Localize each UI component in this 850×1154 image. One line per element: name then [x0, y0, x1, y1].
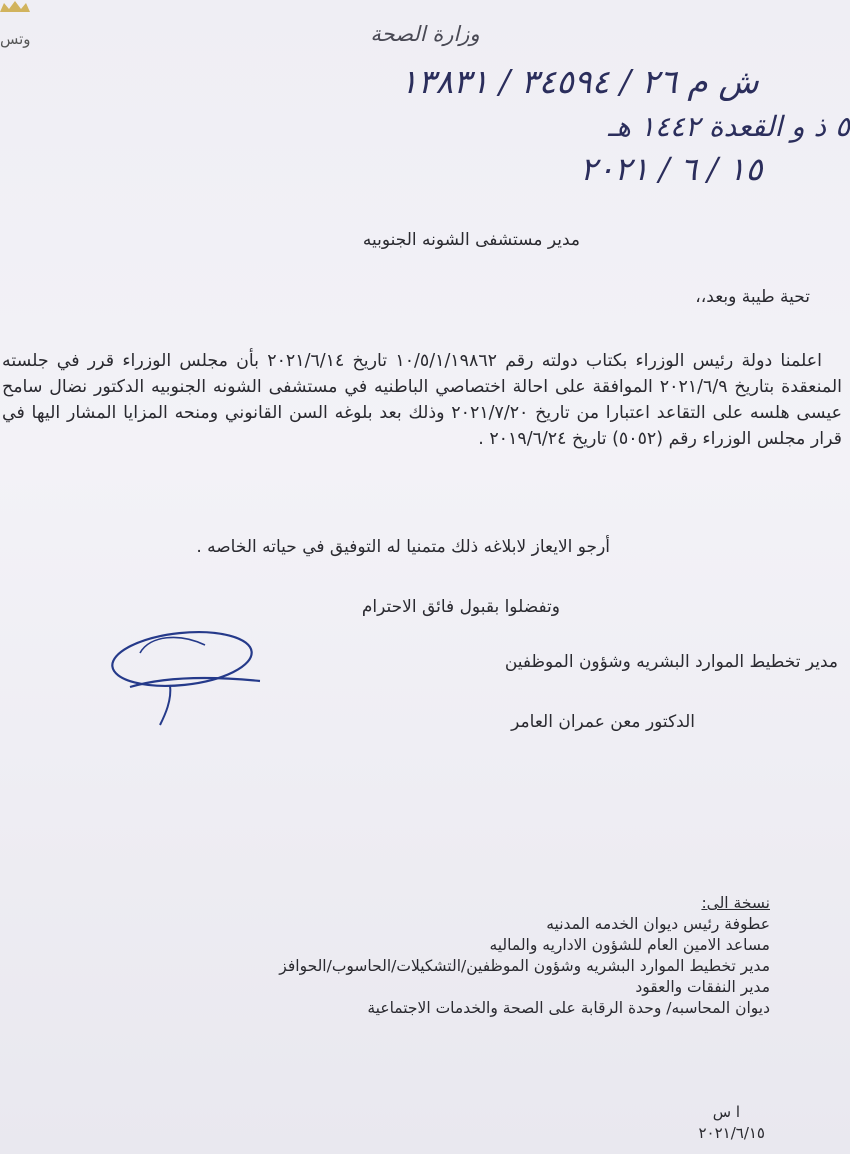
copies-heading: نسخة الى: [701, 894, 770, 912]
crown-emblem-icon [0, 0, 30, 14]
copy-recipient: مساعد الامين العام للشؤون الاداريه والماليه [489, 936, 770, 954]
copy-recipient: مدير النفقات والعقود [635, 978, 770, 996]
hijri-date: ٥ ذ و القعدة ١٤٤٢ هـ [607, 110, 850, 143]
copies-section [279, 893, 770, 1019]
typist-initials: ا س [712, 1103, 740, 1121]
copy-recipient: مدير تخطيط الموارد البشريه وشؤون الموظفين/التشكيلات/الحاسوب/الحوافز [279, 957, 770, 975]
request-line: أرجو الايعاز لابلاغه ذلك متمنيا له التوفيق في حياته الخاصه . [196, 537, 610, 557]
signatory-name: الدكتور معن عمران العامر [511, 712, 695, 732]
copy-recipient: ديوان المحاسبه/ وحدة الرقابة على الصحة والخدمات الاجتماعية [367, 999, 770, 1017]
cropped-header-text: وتس [0, 30, 31, 48]
ministry-header: وزارة الصحة [370, 22, 480, 46]
signatory-title: مدير تخطيط الموارد البشريه وشؤون الموظفين [504, 652, 838, 672]
addressee: مدير مستشفى الشونه الجنوبيه [362, 230, 580, 250]
footer-date: ٢٠٢١/٦/١٥ [698, 1124, 765, 1142]
copy-recipient: عطوفة رئيس ديوان الخدمه المدنيه [546, 915, 770, 933]
greeting: تحية طيبة وبعد،، [695, 287, 810, 307]
handwritten-signature [110, 615, 280, 735]
letter-body [2, 348, 842, 452]
gregorian-date: ١٥ / ٦ / ٢٠٢١ [580, 150, 763, 188]
body-paragraph: اعلمنا دولة رئيس الوزراء بكتاب دولته رقم ١٠/٥/١/١٩٨٦٢ تاريخ ٢٠٢١/٦/١٤ بأن مجلس الوزراء قرر في جلسته المنعقدة بتاريخ ٢٠٢١/٦/٩ الموافقة على احالة اختصاصي الباطنيه في مستشفى الشونه الجنوبيه الدكتور نضال سامح عيسى هلسه على التقاعد اعتبارا من تاريخ ٢٠٢١/٧/٢٠ وذلك بعد بلوغه السن القانوني ومنحه المزايا المشار اليها في قرار مجلس الوزراء رقم (٥٠٥٢) تاريخ ٢٠١٩/٦/٢٤ . [2, 351, 843, 449]
closing-line: وتفضلوا بقبول فائق الاحترام [361, 597, 560, 617]
reference-number: ش م ٢٦ / ٣٤٥٩٤ / ١٣٨٣١ [400, 62, 759, 101]
